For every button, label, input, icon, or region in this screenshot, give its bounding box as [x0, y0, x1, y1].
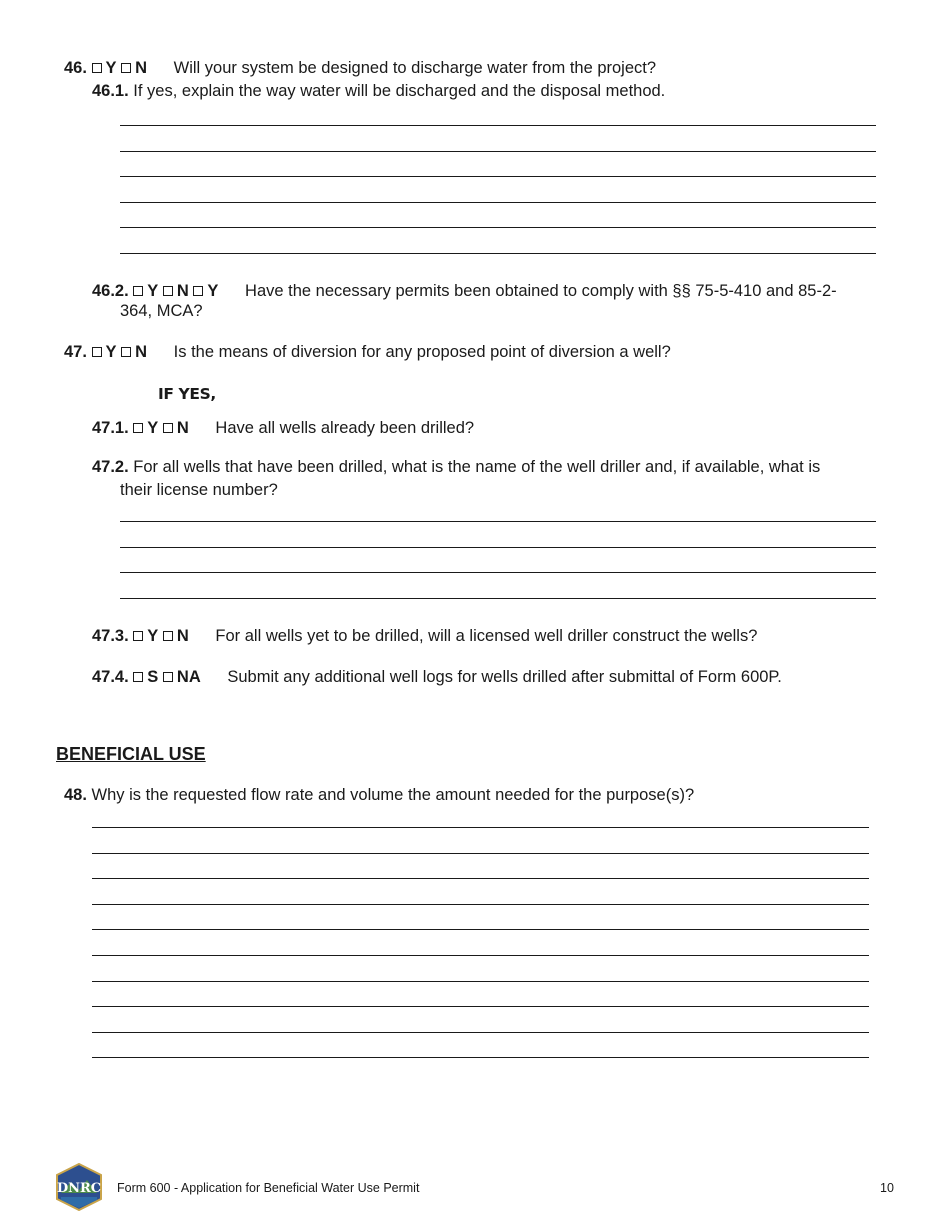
question-46-2	[92, 280, 837, 303]
section-heading-beneficial-use: BENEFICIAL USE	[56, 744, 206, 764]
answer-line[interactable]	[120, 598, 876, 599]
answer-line[interactable]	[92, 955, 869, 956]
yes-label: Y	[105, 59, 117, 77]
answer-line[interactable]	[92, 827, 869, 828]
question-text: For all wells yet to be drilled, will a licensed well driller construct the wells?	[215, 627, 758, 645]
no-checkbox[interactable]	[163, 423, 173, 433]
answer-line[interactable]	[92, 878, 869, 879]
answer-line[interactable]	[92, 904, 869, 905]
answer-line[interactable]	[92, 1006, 869, 1007]
answer-line[interactable]	[92, 1057, 869, 1058]
yes-label: Y	[147, 419, 159, 437]
yes-checkbox[interactable]	[92, 63, 102, 73]
s-label: S	[147, 668, 159, 686]
question-text: Is the means of diversion for any proposed point of diversion a well?	[173, 343, 671, 361]
yes-label: Y	[105, 343, 117, 361]
question-47-2	[92, 456, 820, 479]
yes-label: Y	[147, 627, 159, 645]
question-47-4	[92, 666, 782, 689]
yes-label-2: Y	[207, 282, 219, 300]
question-number: 48.	[64, 786, 87, 804]
answer-line[interactable]	[120, 202, 876, 203]
yes-checkbox[interactable]	[133, 631, 143, 641]
question-text: Have the necessary permits been obtained to comply with §§ 75-5-410 and 85-2-	[245, 282, 837, 300]
no-label: N	[176, 627, 189, 645]
question-text: Why is the requested flow rate and volume the amount needed for the purpose(s)?	[91, 786, 695, 804]
no-label: N	[176, 419, 189, 437]
answer-line[interactable]	[120, 125, 876, 126]
if-yes-label: IF YES,	[158, 385, 216, 403]
yes-checkbox-2[interactable]	[193, 286, 203, 296]
yes-checkbox[interactable]	[92, 347, 102, 357]
no-checkbox[interactable]	[121, 347, 131, 357]
no-checkbox[interactable]	[121, 63, 131, 73]
dnrc-logo	[55, 1163, 103, 1211]
answer-line[interactable]	[120, 253, 876, 254]
answer-line[interactable]	[92, 981, 869, 982]
question-46-2-continued: 364, MCA?	[120, 302, 203, 320]
question-46-1	[92, 80, 665, 103]
question-text: For all wells that have been drilled, what is the name of the well driller and, if available, what is	[133, 458, 821, 476]
no-label: N	[176, 282, 189, 300]
answer-line[interactable]	[120, 227, 876, 228]
s-checkbox[interactable]	[133, 672, 143, 682]
question-number: 47.4.	[92, 668, 129, 686]
yes-checkbox[interactable]	[133, 286, 143, 296]
answer-line[interactable]	[92, 929, 869, 930]
question-text: Have all wells already been drilled?	[215, 419, 475, 437]
footer-form-title: Form 600 - Application for Beneficial Water Use Permit	[117, 1181, 420, 1195]
yes-label: Y	[147, 282, 159, 300]
question-47-1	[92, 417, 474, 440]
no-checkbox[interactable]	[163, 286, 173, 296]
answer-line[interactable]	[92, 1032, 869, 1033]
question-number: 46.1.	[92, 82, 129, 100]
yes-checkbox[interactable]	[133, 423, 143, 433]
question-number: 47.2.	[92, 458, 129, 476]
question-47-2-continued: their license number?	[120, 481, 278, 499]
question-47-3	[92, 625, 757, 648]
no-label: N	[135, 343, 148, 361]
question-text: Submit any additional well logs for wells drilled after submittal of Form 600P.	[227, 668, 782, 686]
question-47	[64, 341, 671, 364]
question-46	[64, 57, 656, 80]
na-label: NA	[176, 668, 201, 686]
footer-page-number: 10	[880, 1181, 894, 1195]
answer-line[interactable]	[120, 572, 876, 573]
question-number: 47.	[64, 343, 87, 361]
question-48	[64, 784, 694, 807]
no-label: N	[135, 59, 148, 77]
question-number: 47.1.	[92, 419, 129, 437]
question-number: 46.2.	[92, 282, 129, 300]
answer-line[interactable]	[120, 521, 876, 522]
question-text: Will your system be designed to discharge water from the project?	[173, 59, 657, 77]
question-text: If yes, explain the way water will be discharged and the disposal method.	[133, 82, 666, 100]
na-checkbox[interactable]	[163, 672, 173, 682]
answer-line[interactable]	[120, 176, 876, 177]
answer-line[interactable]	[120, 547, 876, 548]
answer-line[interactable]	[92, 853, 869, 854]
question-number: 47.3.	[92, 627, 129, 645]
no-checkbox[interactable]	[163, 631, 173, 641]
answer-line[interactable]	[120, 151, 876, 152]
svg-text:DNRC: DNRC	[56, 1181, 102, 1196]
question-number: 46.	[64, 59, 87, 77]
